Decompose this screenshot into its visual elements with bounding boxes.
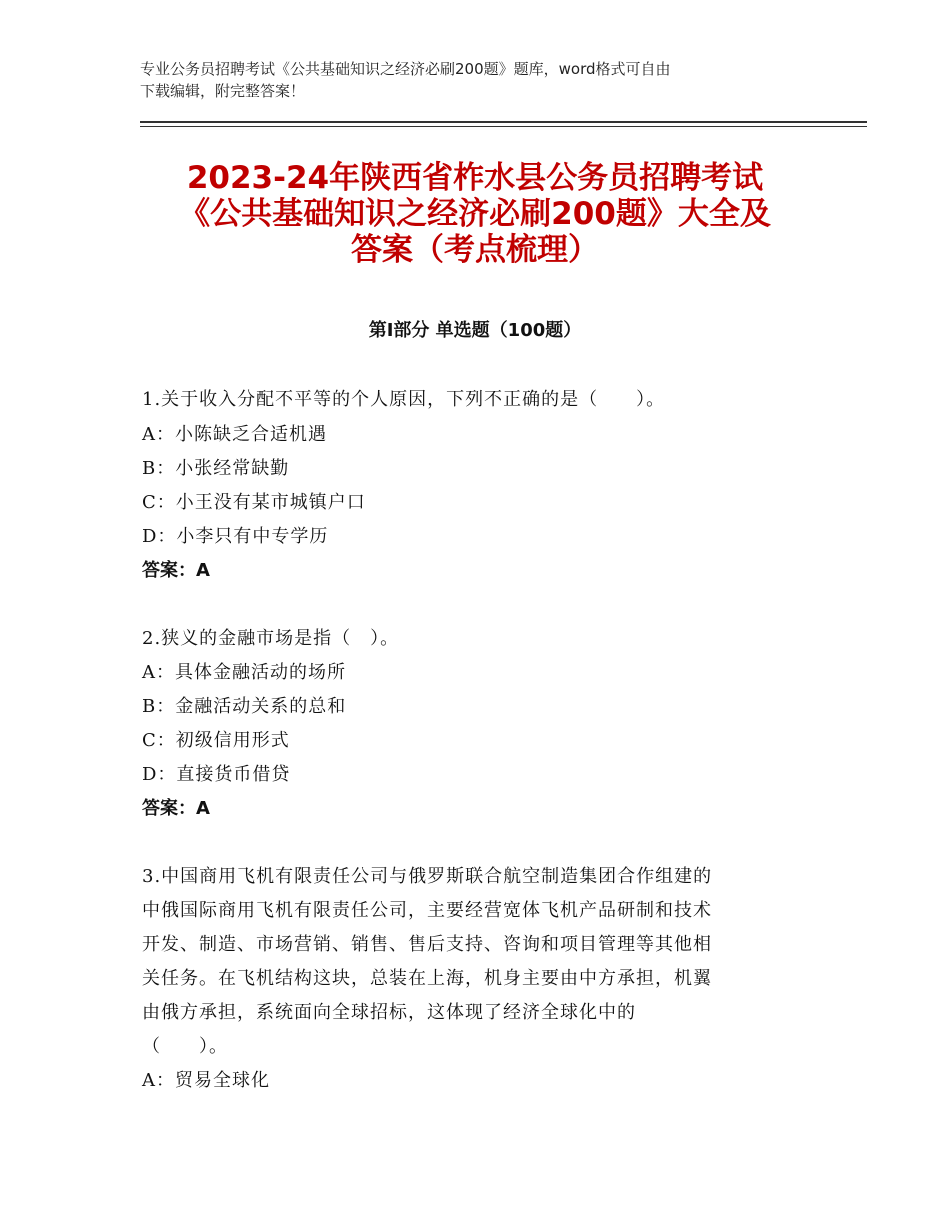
title-line-1: 2023-24年陕西省柞水县公务员招聘考试 (186, 160, 764, 196)
question-3-stem-line-3: 开发、制造、市场营销、销售、售后支持、咨询和项目管理等其他相 (142, 934, 712, 955)
question-2-stem: 2.狭义的金融市场是指（ ）。 (142, 628, 400, 649)
header-note-line-1: 专业公务员招聘考试《公共基础知识之经济必刷200题》题库，word格式可自由 (140, 60, 671, 78)
question-2-option-b: B：金融活动关系的总和 (142, 696, 347, 717)
header-note-line-2: 下载编辑，附完整答案！ (140, 82, 306, 100)
question-2-option-c: C：初级信用形式 (142, 730, 290, 751)
question-3-stem-line-1: 3.中国商用飞机有限责任公司与俄罗斯联合航空制造集团合作组建的 (142, 866, 713, 887)
header-rule-thin (140, 126, 867, 127)
question-3-stem-line-5: 由俄方承担，系统面向全球招标，这体现了经济全球化中的 (142, 1002, 636, 1023)
question-1-option-a: A：小陈缺乏合适机遇 (142, 424, 327, 445)
question-1-option-c: C：小王没有某市城镇户口 (142, 492, 366, 513)
header-rule-thick (140, 121, 867, 123)
document-title (100, 160, 850, 268)
question-3-option-a: A：贸易全球化 (142, 1070, 270, 1091)
question-3-stem-line-4: 关任务。在飞机结构这块，总装在上海，机身主要由中方承担，机翼 (142, 968, 712, 989)
question-2-answer: 答案：A (142, 798, 210, 819)
question-3-stem-line-6: （ ）。 (142, 1036, 228, 1057)
title-line-2: 《公共基础知识之经济必刷200题》大全及 (179, 196, 771, 232)
question-1-answer: 答案：A (142, 560, 210, 581)
question-3-stem-line-2: 中俄国际商用飞机有限责任公司，主要经营宽体飞机产品研制和技术 (142, 900, 712, 921)
question-2-option-d: D：直接货币借贷 (142, 764, 291, 785)
question-1-option-b: B：小张经常缺勤 (142, 458, 290, 479)
header-note (140, 58, 840, 102)
question-2-option-a: A：具体金融活动的场所 (142, 662, 346, 683)
title-line-3: 答案（考点梳理） (351, 232, 599, 268)
section-heading: 第I部分 单选题（100题） (368, 320, 582, 341)
question-1-option-d: D：小李只有中专学历 (142, 526, 329, 547)
question-1-stem: 1.关于收入分配不平等的个人原因，下列不正确的是（ ）。 (142, 389, 666, 410)
